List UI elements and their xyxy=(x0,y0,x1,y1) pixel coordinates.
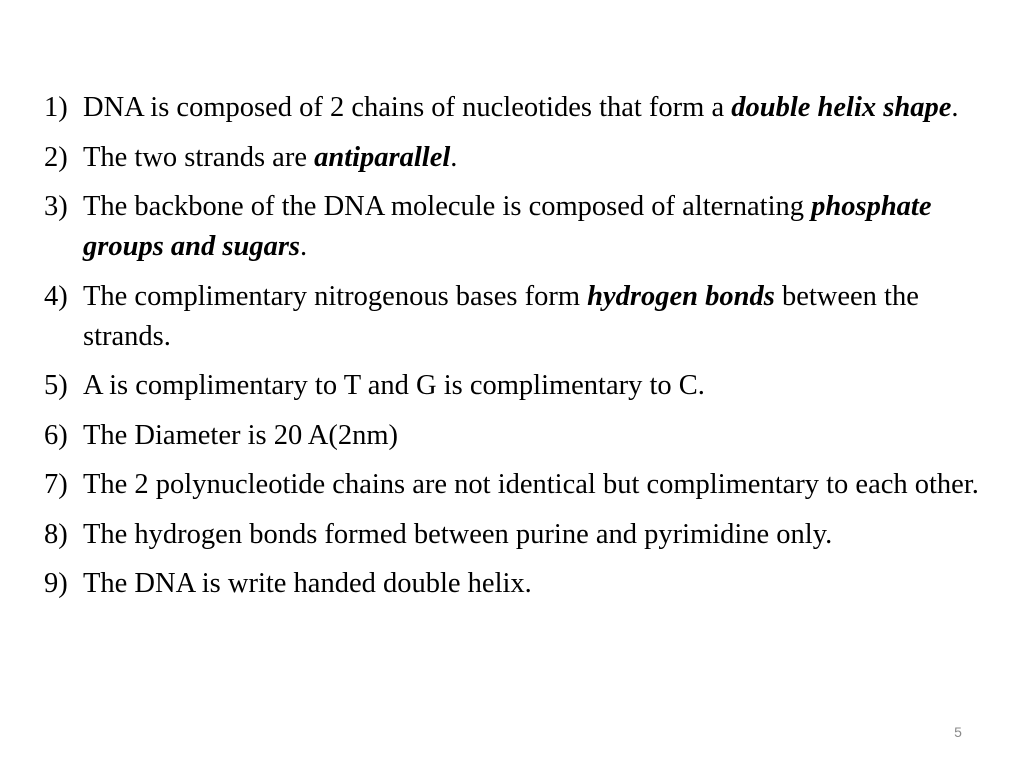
list-item xyxy=(44,138,994,178)
item-number: 6) xyxy=(44,419,68,451)
item-text xyxy=(83,277,994,357)
item-number: 4) xyxy=(44,280,68,312)
emphasized-term: antiparallel xyxy=(314,141,451,173)
list-item xyxy=(44,88,994,128)
item-text xyxy=(83,515,994,555)
text-run: The two strands are xyxy=(83,141,315,173)
page-number: 5 xyxy=(954,724,962,740)
text-run: between the strands. xyxy=(83,280,919,352)
numbered-list xyxy=(44,88,994,614)
text-run: The hydrogen bonds formed between purine and pyrimidine only. xyxy=(83,518,833,550)
item-number: 9) xyxy=(44,568,68,599)
item-text xyxy=(83,88,994,128)
item-number: 7) xyxy=(44,469,68,500)
emphasized-term: hydrogen bonds xyxy=(587,280,775,312)
text-run: The Diameter is 20 A(2nm) xyxy=(83,419,399,451)
text-run: . xyxy=(450,141,458,173)
text-run: The DNA is write handed double helix. xyxy=(83,568,532,599)
item-number: 1) xyxy=(44,92,68,123)
text-run: . xyxy=(300,231,308,262)
emphasized-term: double helix shape xyxy=(731,92,952,123)
text-run: . xyxy=(951,92,959,123)
item-text xyxy=(83,138,994,178)
item-text xyxy=(83,465,994,505)
list-item xyxy=(44,564,994,604)
text-run: A is complimentary to T and G is complimentary to C. xyxy=(83,370,705,401)
text-run: The backbone of the DNA molecule is composed of alternating xyxy=(83,191,812,222)
emphasized-term: phosphate groups and sugars xyxy=(83,191,932,262)
item-text xyxy=(83,187,994,267)
item-number: 8) xyxy=(44,518,68,550)
list-item xyxy=(44,187,994,267)
text-run: The complimentary nitrogenous bases form xyxy=(83,280,588,312)
item-text xyxy=(83,564,994,604)
list-item xyxy=(44,277,994,357)
item-text xyxy=(83,416,994,456)
text-run: DNA is composed of 2 chains of nucleotides that form a xyxy=(83,92,732,123)
list-item xyxy=(44,465,994,505)
item-number: 2) xyxy=(44,141,68,173)
list-item xyxy=(44,416,994,456)
item-text xyxy=(83,366,994,406)
list-item xyxy=(44,366,994,406)
text-run: The 2 polynucleotide chains are not identical but complimentary to each other. xyxy=(83,469,979,500)
list-item xyxy=(44,515,994,555)
item-number: 5) xyxy=(44,370,68,401)
item-number: 3) xyxy=(44,191,68,222)
